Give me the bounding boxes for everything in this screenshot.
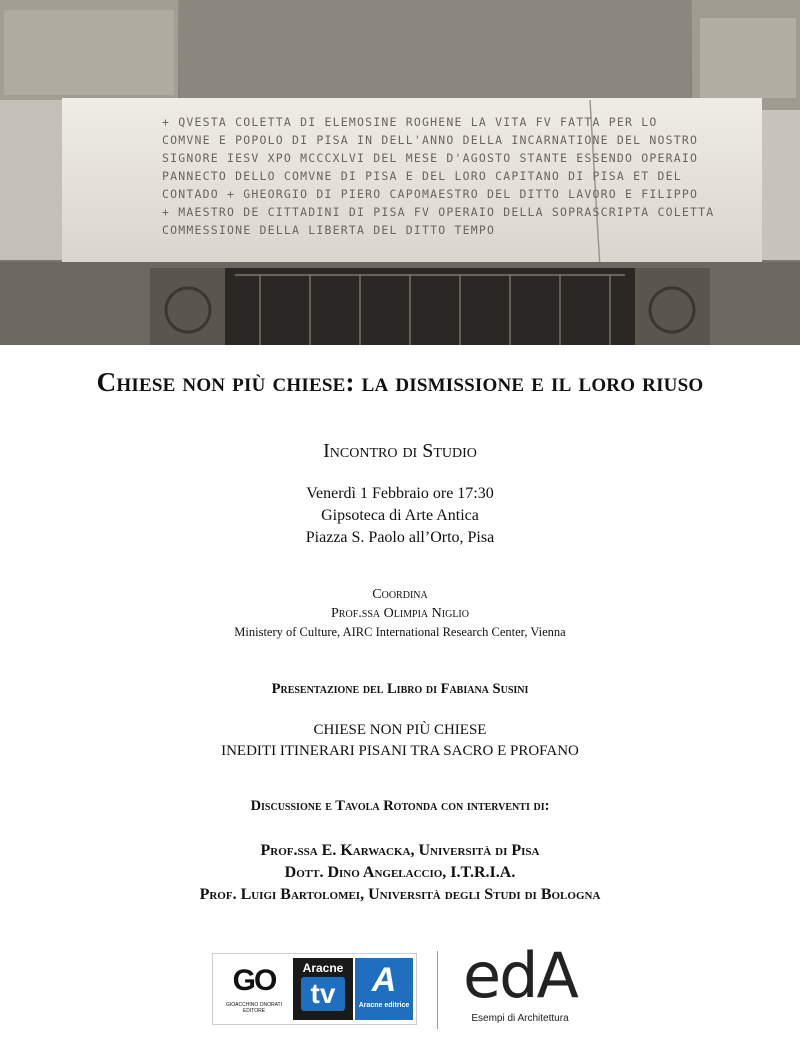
inscription-line: COMVNE E POPOLO DI PISA IN DELL'ANNO DELLA INCARNATIONE DEL NOSTRO — [162, 133, 699, 147]
logo-divider — [437, 951, 438, 1029]
go-logo-caption: GIOACCHINO ONORATI EDITORE — [225, 1002, 283, 1014]
inscription-line: COMMESSIONE DELLA LIBERTA DEL DITTO TEMPO — [162, 223, 496, 237]
inscription-line: + MAESTRO DE CITTADINI DI PISA FV OPERAIO DELLA SOPRASCRIPTA COLETTA — [162, 205, 715, 219]
stone-inscription-photo-icon — [0, 0, 800, 345]
inscription-line: CONTADO + GHEORGIO DI PIERO CAPOMAESTRO DEL DITTO LAVORO E FILIPPO — [162, 187, 699, 201]
coordination-label: Coordina — [372, 587, 428, 602]
eda-logo-icon: edA — [463, 939, 577, 1012]
aracne-tv-logo-icon — [293, 958, 353, 1020]
book-subtitle: INEDITI ITINERARI PISANI TRA SACRO E PROFANO — [221, 743, 579, 759]
aracne-tv-big: tv — [301, 977, 345, 1011]
event-info — [0, 483, 800, 549]
inscription-line: SIGNORE IESV XPO MCCCXLVI DEL MESE D'AGOSTO STANTE ESSENDO OPERAIO — [162, 151, 699, 165]
aracne-glyph: A — [371, 961, 397, 999]
book-presentation-heading: Presentazione del Libro di Fabiana Susini — [271, 681, 529, 697]
event-type: Incontro di Studio — [323, 440, 477, 462]
aracne-editrice-caption: Aracne editrice — [358, 1002, 410, 1009]
speaker-item: Dott. Dino Angelaccio, I.T.R.I.A. — [284, 864, 516, 881]
speakers-list — [0, 840, 800, 906]
aracne-editrice-logo-icon — [355, 958, 413, 1020]
eda-logo-caption: Esempi di Architettura — [471, 1013, 569, 1024]
inscription-line: PANNECTO DELLO COMVNE DI PISA E DEL LORO CAPITANO DI PISA ET DEL — [162, 169, 682, 183]
coordination-block — [0, 585, 800, 642]
discussion-heading: Discussione e Tavola Rotonda con interventi di: — [250, 798, 550, 814]
event-venue: Gipsoteca di Arte Antica — [321, 507, 479, 524]
gioacchino-onorati-logo-icon: GO — [232, 964, 276, 997]
aracne-tv-top: Aracne — [302, 961, 344, 975]
publisher-logos — [212, 953, 417, 1025]
page-title: Chiese non più chiese: la dismissione e il loro riuso — [96, 367, 704, 397]
book-title: CHIESE NON PIÙ CHIESE — [313, 722, 487, 738]
speaker-item: Prof. Luigi Bartolomei, Università degli Studi di Bologna — [199, 886, 601, 903]
inscription-line: + QVESTA COLETTA DI ELEMOSINE ROGHENE LA VITA FV FATTA PER LO — [162, 115, 658, 129]
coordinator-affiliation: Ministery of Culture, AIRC International Research Center, Vienna — [234, 625, 566, 639]
header-photo — [0, 0, 800, 345]
sponsor-logos — [0, 939, 800, 1038]
coordinator-name: Prof.ssa Olimpia Niglio — [331, 606, 469, 621]
event-address: Piazza S. Paolo all’Orto, Pisa — [305, 529, 495, 546]
event-date: Venerdì 1 Febbraio ore 17:30 — [306, 485, 494, 502]
book-block — [0, 720, 800, 762]
speaker-item: Prof.ssa E. Karwacka, Università di Pisa — [260, 842, 540, 859]
